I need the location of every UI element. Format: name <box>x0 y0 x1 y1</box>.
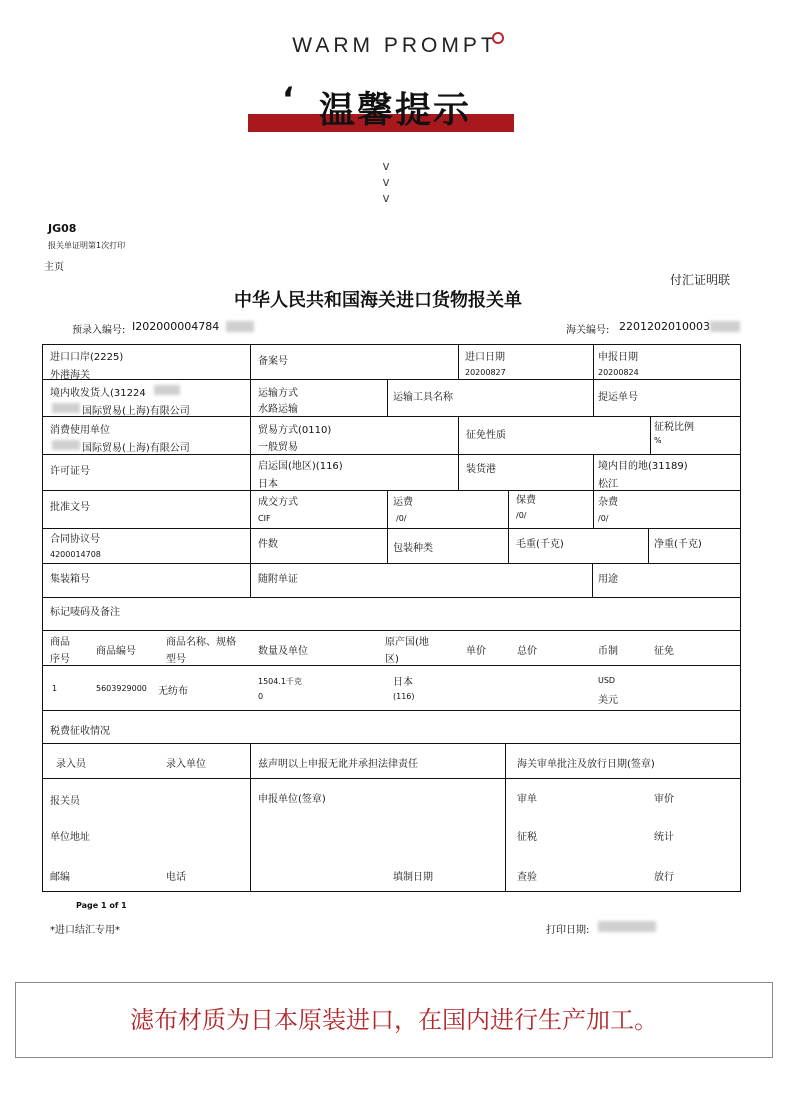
declaration-form <box>42 344 741 892</box>
goods-row-no: 1 <box>52 684 58 693</box>
audit-label: 审价 <box>654 794 674 805</box>
goods-unit-price-header: 单价 <box>466 646 486 657</box>
chevron-down-icon: v <box>382 159 390 173</box>
declare-date-label: 申报日期 <box>598 352 638 363</box>
goods-name-header: 型号 <box>166 654 186 665</box>
customs-no-value: 2201202010003 <box>619 320 710 333</box>
home-label: 主页 <box>44 262 64 273</box>
gross-label: 毛重(千克) <box>516 539 564 550</box>
declarant-label: 报关员 <box>50 796 80 807</box>
zip-label: 邮编 <box>50 872 70 883</box>
goods-total-header: 总价 <box>517 646 537 657</box>
copy-type: 付汇证明联 <box>670 273 731 287</box>
declare-date-value: 20200824 <box>598 368 639 377</box>
print-note: 报关单证明第1次打印 <box>48 241 126 250</box>
insurance-label: 保费 <box>516 495 536 506</box>
license-label: 许可证号 <box>50 466 90 477</box>
goods-row-qty: 1504.1千克 <box>258 677 302 686</box>
doc-code: JG08 <box>48 222 77 235</box>
review-label: 审单 <box>517 794 537 805</box>
user-label: 消费使用单位 <box>50 425 110 436</box>
statement-label: 兹声明以上申报无讹并承担法律责任 <box>258 759 418 770</box>
goods-qty-header: 数量及单位 <box>258 646 308 657</box>
tax-label: 税费征收情况 <box>50 726 110 737</box>
import-date-label: 进口日期 <box>465 352 505 363</box>
page-indicator: Page 1 of 1 <box>76 901 127 910</box>
redaction <box>154 385 180 395</box>
user-value: 国际贸易(上海)有限公司 <box>82 443 190 454</box>
goods-row-name: 无纺布 <box>158 686 188 697</box>
freight-label: 运费 <box>393 497 413 508</box>
deal-label: 成交方式 <box>258 497 298 508</box>
ring-decoration-icon <box>492 32 504 44</box>
contract-value: 4200014708 <box>50 550 101 559</box>
goods-item-no-header: 商品 <box>50 637 70 648</box>
destination-value: 松江 <box>598 479 618 490</box>
chevron-down-icon: v <box>382 191 390 205</box>
footer-note: 滤布材质为日本原装进口，在国内进行生产加工。 <box>130 1006 658 1034</box>
pieces-label: 件数 <box>258 539 278 550</box>
port-value: 外港海关 <box>50 370 90 381</box>
redaction <box>52 403 80 413</box>
goods-row-origin: 日本 <box>393 677 413 688</box>
goods-row-currency: USD <box>598 676 616 685</box>
print-date-label: 打印日期: <box>546 925 590 936</box>
redaction <box>710 321 740 332</box>
transport-label: 运输方式 <box>258 388 298 399</box>
quote-mark-icon: ‘ <box>282 80 295 118</box>
phone-label: 电话 <box>166 872 186 883</box>
goods-row-currency-cn: 美元 <box>598 695 618 706</box>
stats-label: 统计 <box>654 832 674 843</box>
destination-label: 境内目的地(31189) <box>598 461 688 472</box>
container-label: 集装箱号 <box>50 574 90 585</box>
consignee-label: 境内收发货人(31224 <box>50 388 146 399</box>
record-label: 备案号 <box>258 356 288 367</box>
trade-value: 一般贸易 <box>258 442 298 453</box>
consignee-value: 国际贸易(上海)有限公司 <box>82 406 190 417</box>
goods-row-origin-code: (116) <box>393 692 415 701</box>
misc-value: /0/ <box>598 514 609 523</box>
net-label: 净重(千克) <box>654 539 702 550</box>
insurance-value: /0/ <box>516 511 527 520</box>
customs-no-label: 海关编号: <box>566 325 610 336</box>
goods-item-no-header: 序号 <box>50 654 70 665</box>
trade-label: 贸易方式(0110) <box>258 425 332 436</box>
chevron-down-icon: v <box>382 175 390 189</box>
special-use-note: *进口结汇专用* <box>50 925 120 936</box>
purpose-label: 用途 <box>598 574 618 585</box>
tax-collect-label: 征税 <box>517 832 537 843</box>
fill-date-label: 填制日期 <box>393 872 433 883</box>
transport-tool-label: 运输工具名称 <box>393 392 453 403</box>
redaction <box>226 321 254 332</box>
goods-origin-header: 区) <box>385 654 399 665</box>
goods-name-header: 商品名称、规格 <box>166 637 236 648</box>
warm-prompt-heading: WARM PROMPT <box>292 34 498 57</box>
release-label: 放行 <box>654 872 674 883</box>
goods-currency-header: 币制 <box>598 646 618 657</box>
pre-entry-value: I202000004784 <box>132 320 220 333</box>
redaction <box>52 440 80 450</box>
entry-unit-label: 录入单位 <box>166 759 206 770</box>
inspect-label: 查验 <box>517 872 537 883</box>
contract-label: 合同协议号 <box>50 534 100 545</box>
exempt-label: 征免性质 <box>466 430 506 441</box>
document-title: 中华人民共和国海关进口货物报关单 <box>234 290 522 311</box>
misc-label: 杂费 <box>598 497 618 508</box>
goods-origin-header: 原产国(地 <box>385 637 429 648</box>
loading-port-label: 装货港 <box>466 464 496 475</box>
customs-approval-label: 海关审单批注及放行日期(签章) <box>517 759 655 770</box>
redaction <box>598 921 656 932</box>
goods-row-qty2: 0 <box>258 692 264 701</box>
pack-label: 包装种类 <box>393 543 433 554</box>
entry-clerk-label: 录入员 <box>56 759 86 770</box>
declare-unit-label: 申报单位(签章) <box>258 794 326 805</box>
attached-label: 随附单证 <box>258 574 298 585</box>
tax-ratio-label: 征税比例 <box>654 422 694 433</box>
goods-exempt-header: 征免 <box>654 646 674 657</box>
address-label: 单位地址 <box>50 832 90 843</box>
port-label: 进口口岸(2225) <box>50 352 124 363</box>
bill-label: 提运单号 <box>598 392 638 403</box>
goods-code-header: 商品编号 <box>96 646 136 657</box>
origin-country-label: 启运国(地区)(116) <box>258 461 343 472</box>
origin-country-value: 日本 <box>258 479 278 490</box>
import-date-value: 20200827 <box>465 368 506 377</box>
approval-label: 批准文号 <box>50 502 90 513</box>
deal-value: CIF <box>258 514 271 523</box>
pre-entry-label: 预录入编号: <box>72 325 126 336</box>
transport-value: 水路运输 <box>258 404 298 415</box>
goods-row-code: 5603929000 <box>96 684 147 693</box>
tax-ratio-value: % <box>654 436 662 445</box>
freight-value: /0/ <box>396 514 407 523</box>
chinese-title: 温馨提示 <box>318 90 471 131</box>
marks-label: 标记唛码及备注 <box>50 607 120 618</box>
